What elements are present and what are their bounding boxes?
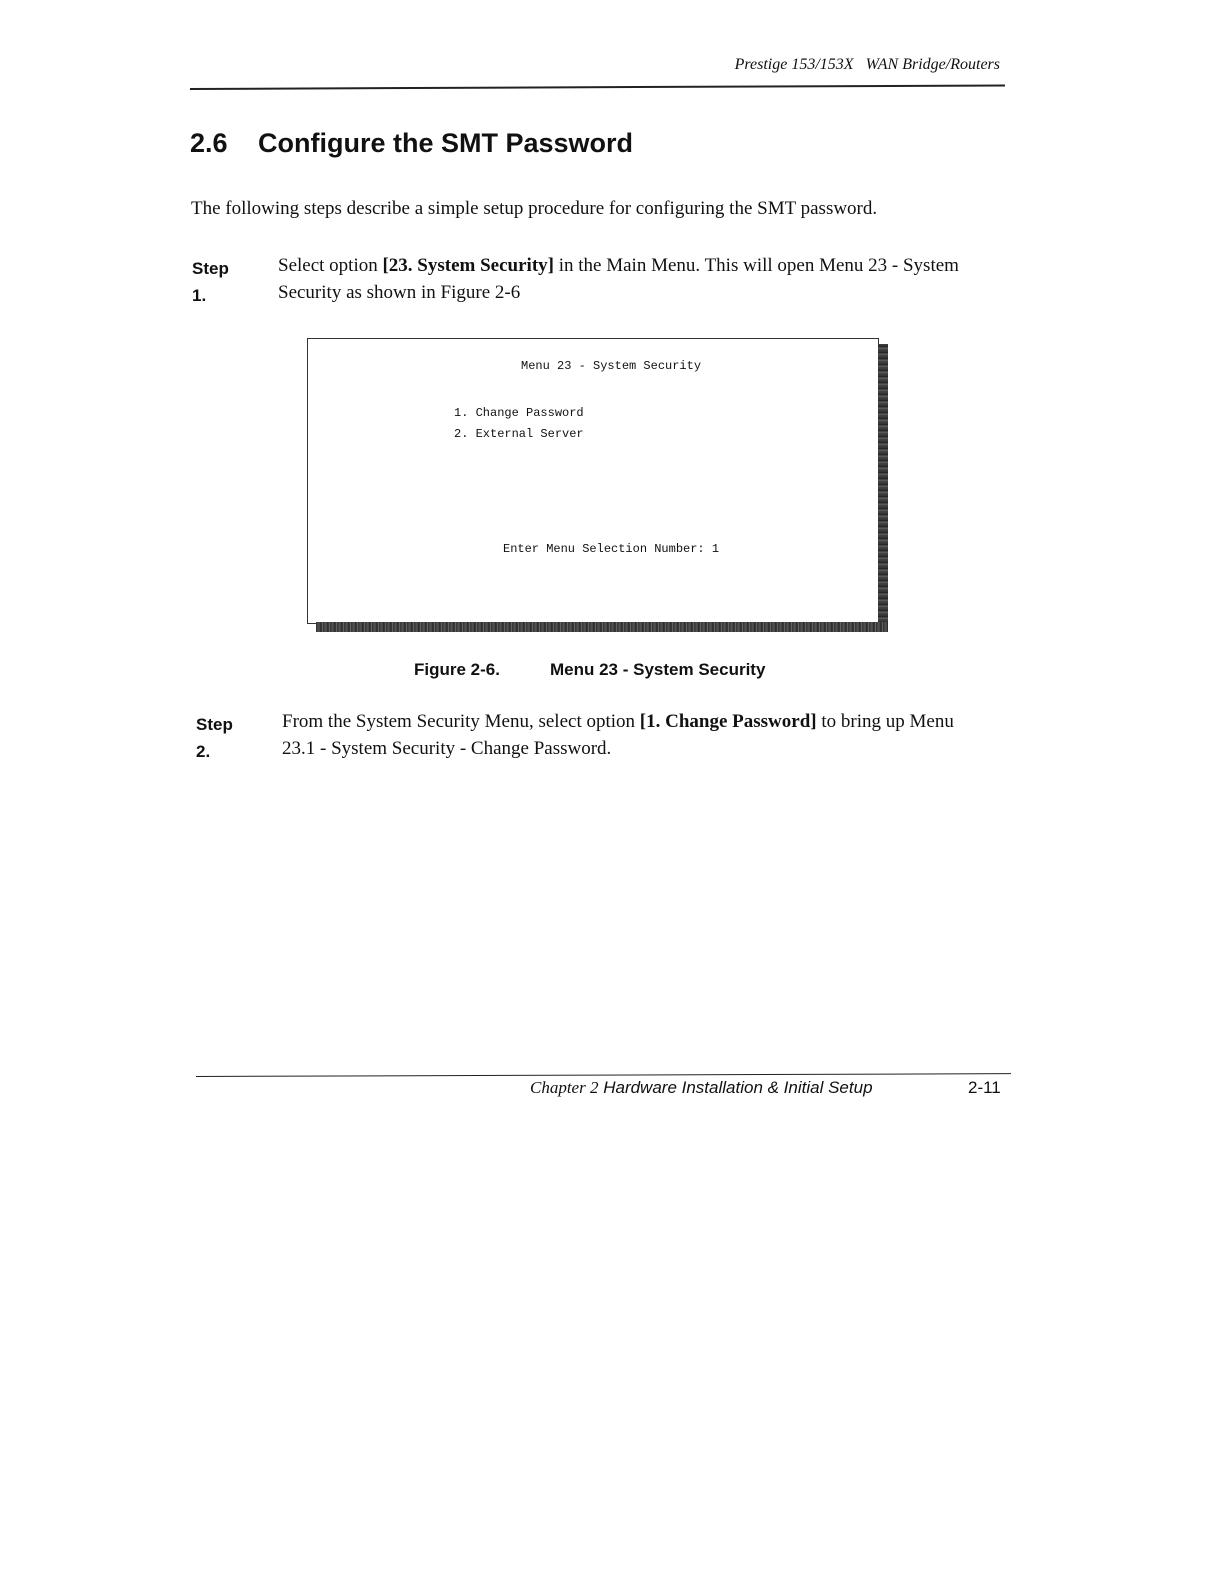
section-number: 2.6 [190, 128, 228, 158]
menu-title: Menu 23 - System Security [521, 359, 702, 373]
intro-paragraph: The following steps describe a simple setup procedure for configuring the SMT password. [191, 198, 878, 219]
page-number: 2-11 [968, 1078, 1001, 1097]
figure-caption [414, 660, 765, 680]
menu-selection-prompt: Enter Menu Selection Number: 1 [503, 542, 720, 556]
running-footer [530, 1078, 873, 1098]
figure-number: Figure 2-6. [414, 660, 500, 679]
menu-item-change-password: 1. Change Password [454, 406, 584, 420]
step-text-part: to bring up Menu 23.1 - System Security - Change Password. [282, 711, 954, 759]
figure-title: Menu 23 - System Security [550, 660, 766, 679]
menu-option-reference: [23. System Security] [382, 255, 554, 276]
section-title: Configure the SMT Password [258, 128, 634, 158]
running-header: Prestige 153/153X WAN Bridge/Routers [734, 56, 1000, 73]
step-text-part: From the System Security Menu, select option [282, 711, 640, 732]
header-rule [190, 84, 1005, 90]
step-text [282, 708, 962, 762]
menu-item-external-server: 2. External Server [454, 427, 584, 441]
step-text [278, 252, 978, 306]
step-label: Step 2. [196, 715, 233, 761]
step-label: Step 1. [192, 259, 229, 305]
chapter-title: Hardware Installation & Initial Setup [598, 1078, 873, 1097]
terminal-screen [307, 338, 879, 624]
chapter-label: Chapter 2 [530, 1078, 599, 1097]
screen-shadow [878, 344, 888, 626]
footer-rule [196, 1073, 1011, 1077]
step-text-part: in the Main Menu. This will open Menu 23 - System Security as shown in Figure 2-6 [278, 255, 959, 303]
step-text-part: Select option [278, 255, 383, 276]
section-heading [190, 128, 633, 159]
menu-option-reference: [1. Change Password] [639, 711, 817, 732]
screen-shadow [316, 622, 888, 632]
